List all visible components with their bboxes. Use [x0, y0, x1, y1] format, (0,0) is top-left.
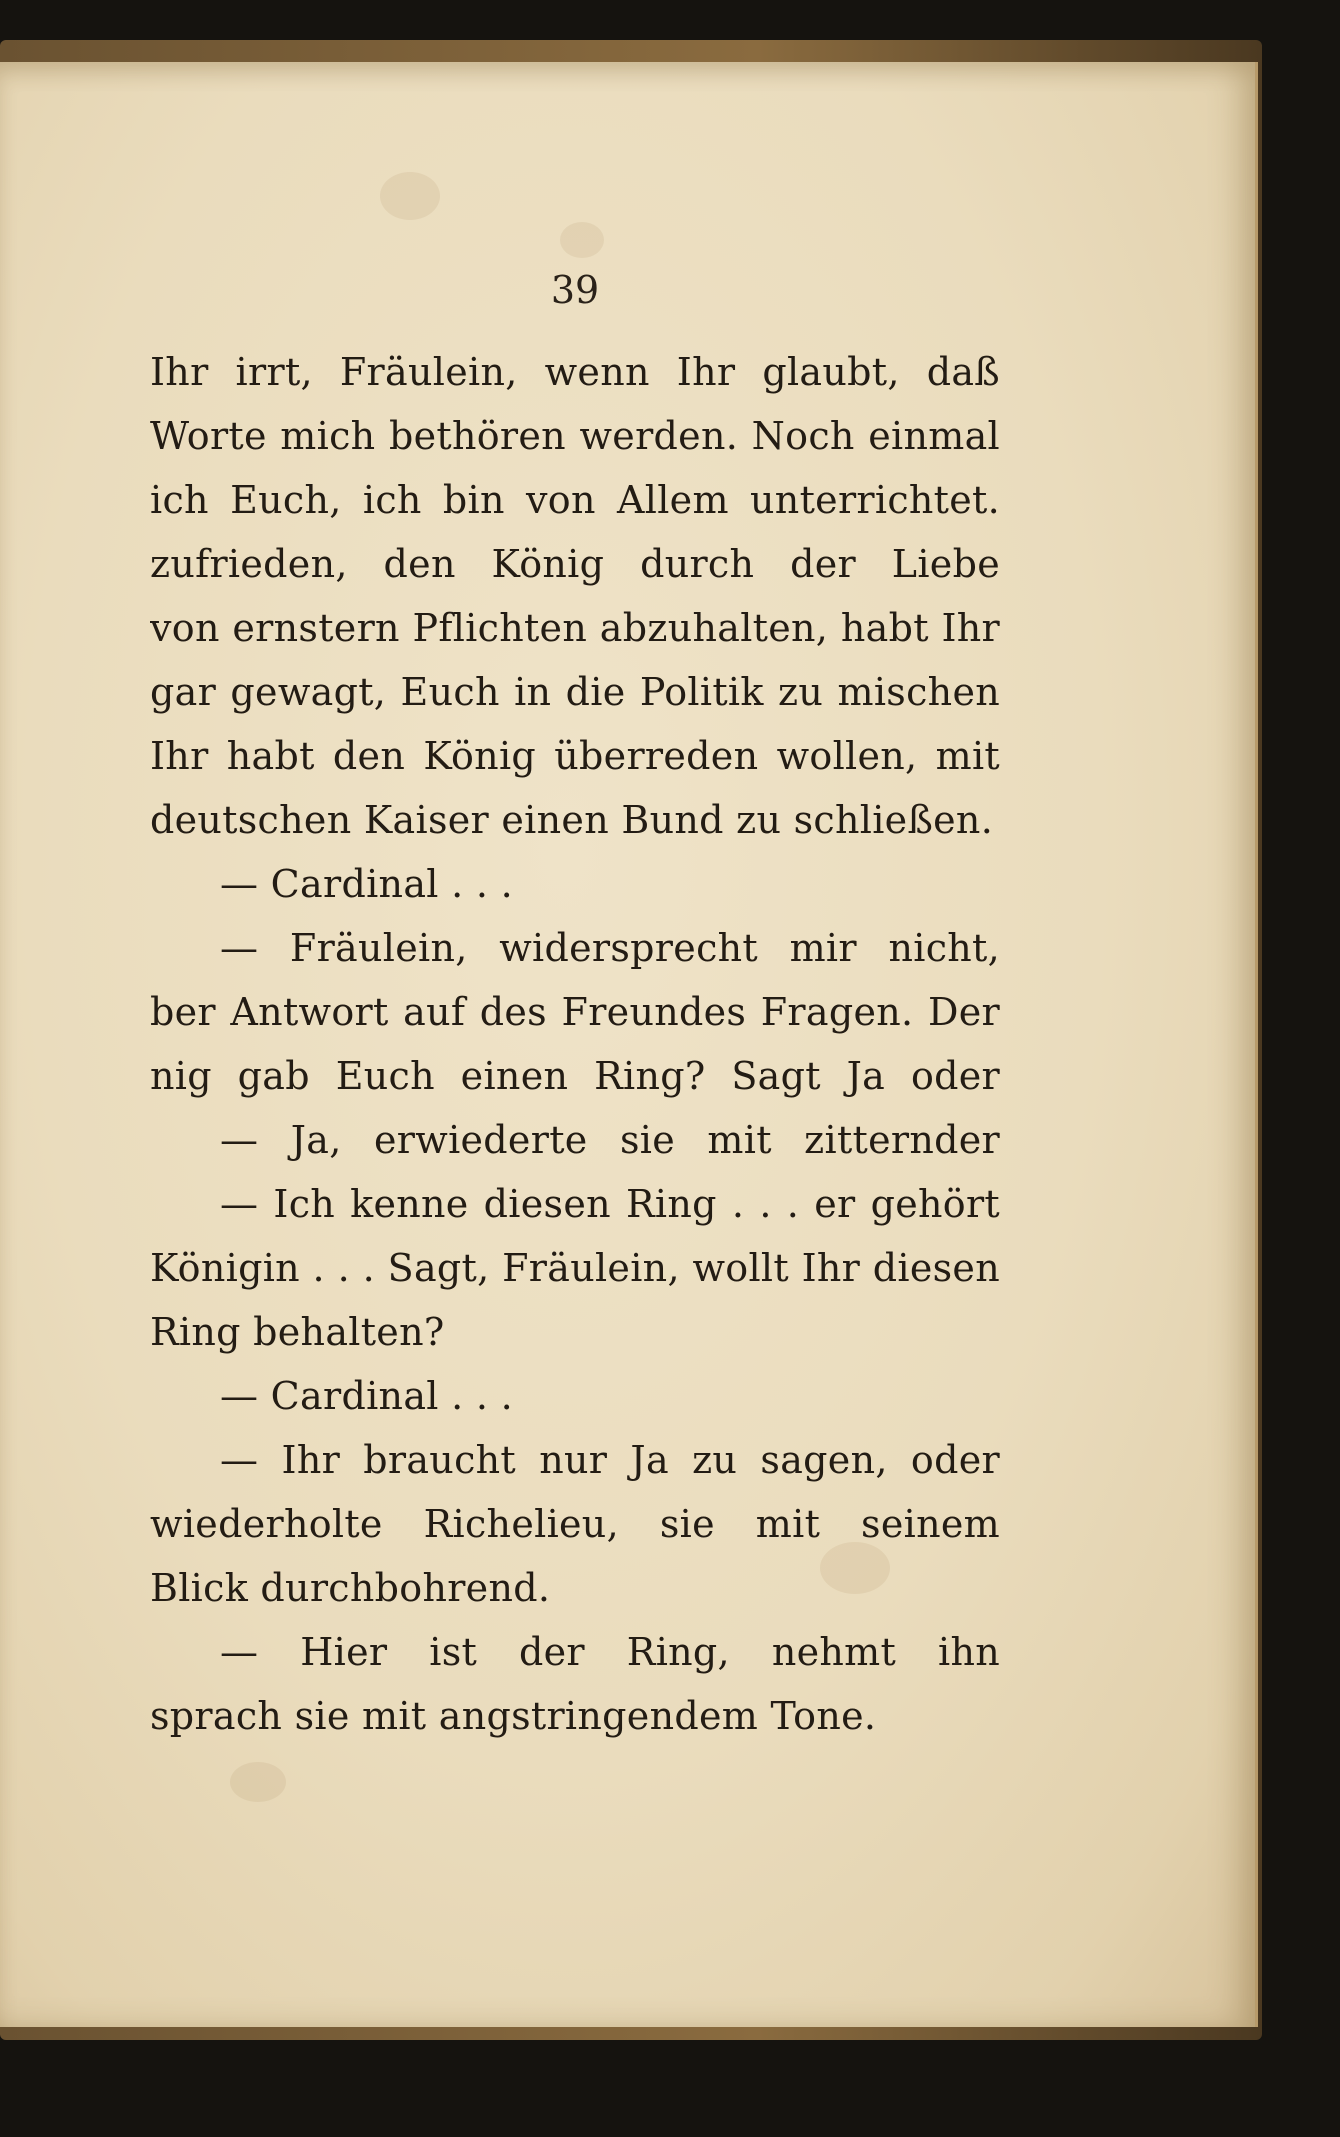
text-line: ich Euch, ich bin von Allem unterrichtet. [150, 478, 1000, 522]
text-line: — Hier ist der Ring, nehmt ihn [220, 1630, 1000, 1674]
text-line: Königin . . . Sagt, Fräulein, wollt Ihr diesen [150, 1246, 1000, 1290]
text-line: wiederholte Richelieu, sie mit seinem [150, 1502, 1000, 1546]
text-line: — Ich kenne diesen Ring . . . er gehört [220, 1182, 1000, 1226]
text-line: — Cardinal . . . [220, 1374, 514, 1418]
text-line: deutschen Kaiser einen Bund zu schließen. [150, 798, 994, 842]
text-line: von ernstern Pflichten abzuhalten, habt Ihr [150, 606, 1000, 650]
text-line: sprach sie mit angstringendem Tone. [150, 1694, 877, 1738]
page-number: 39 [550, 268, 600, 312]
text-line: gar gewagt, Euch in die Politik zu mischen [150, 670, 1000, 714]
text-line: Ring behalten? [150, 1310, 445, 1354]
text-line: Blick durchbohrend. [150, 1566, 551, 1610]
stain [560, 222, 604, 258]
text-line: nig gab Euch einen Ring? Sagt Ja oder [150, 1054, 1000, 1098]
text-line: — Ja, erwiederte sie mit zitternder [220, 1118, 1000, 1162]
text-line: Worte mich bethören werden. Noch einmal [150, 414, 1000, 458]
text-line: — Fräulein, widersprecht mir nicht, [220, 926, 1000, 970]
stain [230, 1762, 286, 1802]
text-line: Ihr irrt, Fräulein, wenn Ihr glaubt, daß [150, 350, 1000, 394]
stain [380, 172, 440, 220]
body-text [150, 340, 1000, 1748]
text-line: ber Antwort auf des Freundes Fragen. Der [150, 990, 1000, 1034]
text-line: zufrieden, den König durch der Liebe [150, 542, 1000, 586]
text-line: — Cardinal . . . [220, 862, 514, 906]
text-line: Ihr habt den König überreden wollen, mit [150, 734, 1000, 778]
text-line: — Ihr braucht nur Ja zu sagen, oder [220, 1438, 1000, 1482]
